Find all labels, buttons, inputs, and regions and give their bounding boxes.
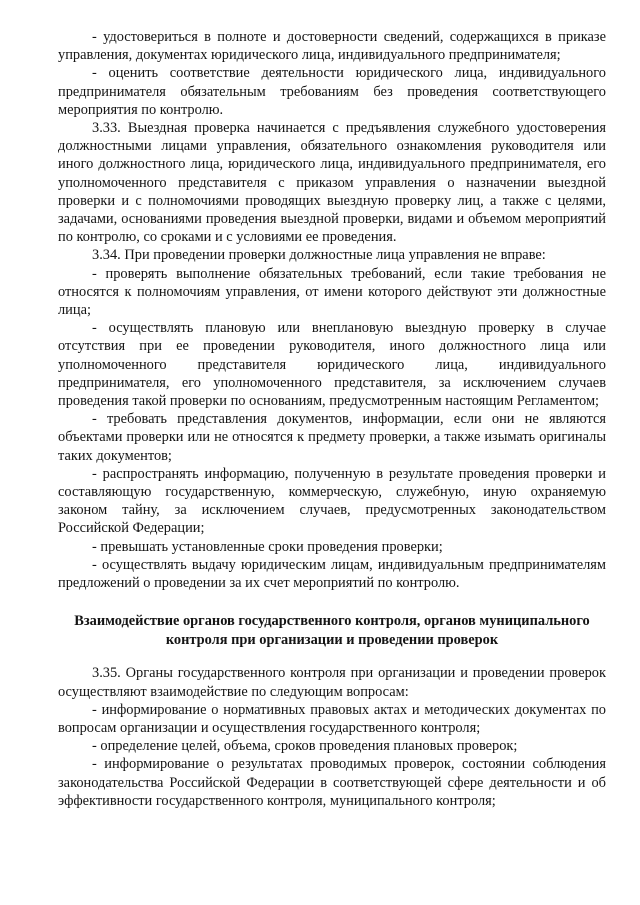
list-item-check-requirements: - проверять выполнение обязательных требований, если такие требования не относятся к полномочиям управления, от имени которого действуют эти должностные лица; <box>58 265 606 319</box>
paragraph-3-35-interaction: 3.35. Органы государственного контроля при организации и проведении проверок осуществляют взаимодействие по следующим вопросам: <box>58 665 606 700</box>
paragraph-assess-compliance: - оценить соответствие деятельности юридического лица, индивидуального предпринимателя обязательным требованиям без проведения соответствующего мероприятия по контролю. <box>58 65 606 118</box>
list-item-conduct-inspection-absence: - осуществлять плановую или внеплановую выездную проверку в случае отсутствия при ее проведении руководителя, иного должностного лица или уполномоченного представителя юридического лица, индивидуального предпринимателя, его уполномоченного представителя, за исключением случаев проведения такой проверки по основаниям, предусмотренным настоящим Регламентом; <box>58 320 606 410</box>
paragraph-3-34-not-entitled: 3.34. При проведении проверки должностные лица управления не вправе: <box>92 247 546 264</box>
list-item-inform-regulations: - информирование о нормативных правовых актах и методических документах по вопросам организации и осуществления государственного контроля; <box>58 701 606 736</box>
list-item-demand-documents: - требовать представления документов, информации, если они не являются объектами проверки или не относятся к предмету проверки, а также изымать оригиналы таких документов; <box>58 411 606 464</box>
list-item-issue-proposals: - осуществлять выдачу юридическим лицам, индивидуальным предпринимателям предложений о проведении за их счет мероприятий по контролю. <box>58 556 606 592</box>
section-heading: Взаимодействие органов государственного контроля, органов муниципального контроля при организации и проведении проверок <box>74 613 590 649</box>
list-item-define-goals: - определение целей, объема, сроков проведения плановых проверок; <box>92 738 518 755</box>
list-item-disclose-information: - распространять информацию, полученную в результате проведения проверки и составляющую государственную, коммерческую, служебную, иную охраняемую законом тайну, за исключением случаев, предусмотренных законодательством Российской Федерации; <box>58 465 606 537</box>
paragraph-3-33-onsite-inspection-start: 3.33. Выездная проверка начинается с предъявления служебного удостоверения должностными лицами управления, обязательного ознакомления руководителя или иного должностного лица, юридического лица, индивидуального предпринимателя, его уполномоченного представителя с приказом управления о назначении выездной проверки и с полномочиями проводящих выездную проверку лиц, а также с целями, задачами, основаниями проведения выездной проверки, видами и объемом мероприятий по контролю, со сроками и с условиями ее проведения. <box>58 120 606 246</box>
document-page <box>58 28 606 810</box>
paragraph-verify-completeness: - удостовериться в полноте и достоверности сведений, содержащихся в приказе управления, документах юридического лица, индивидуального предпринимателя; <box>58 29 606 64</box>
list-item-exceed-deadlines: - превышать установленные сроки проведения проверки; <box>92 538 443 555</box>
list-item-inform-results: - информирование о результатах проводимых проверок, состоянии соблюдения законодательства Российской Федерации в соответствующей сфере деятельности и об эффективности государственного контроля, муниципального контроля; <box>58 756 606 809</box>
